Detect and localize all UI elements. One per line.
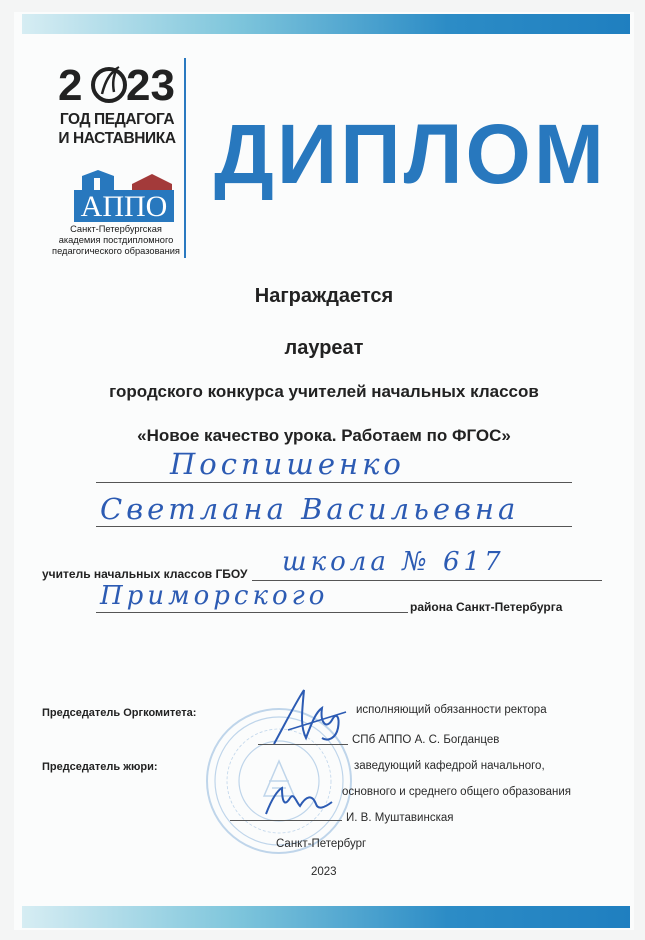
jury-role-line3: И. В. Муштавинская <box>346 812 454 824</box>
academy-line3: педагогического образования <box>52 246 180 256</box>
jury-role-line1: заведующий кафедрой начального, <box>354 760 545 772</box>
position-suffix: района Санкт-Петербурга <box>410 600 563 614</box>
appo-name: АППО <box>80 190 168 222</box>
year-of-teacher-title <box>56 110 178 148</box>
jury-chair-label: Председатель жюри: <box>42 761 158 773</box>
top-gradient-bar <box>22 14 630 34</box>
org-chair-label: Председатель Оргкомитета: <box>42 707 197 719</box>
contest-name: «Новое качество урока. Работаем по ФГОС» <box>137 426 511 445</box>
appo-logo-icon <box>74 170 174 222</box>
contest-text: городского конкурса учителей начальных классов <box>109 382 539 401</box>
laureate-text: лауреат <box>284 337 364 359</box>
issue-year: 2023 <box>311 866 337 878</box>
org-signature-icon <box>266 682 352 754</box>
logo-year-left: 2 <box>58 61 83 110</box>
jury-signature-line <box>230 820 342 821</box>
position-prefix: учитель начальных классов ГБОУ <box>42 567 248 581</box>
recipient-surname: Поспишенко <box>170 447 405 481</box>
bottom-gradient-bar <box>22 906 630 928</box>
city-name: Санкт-Петербург <box>276 838 367 850</box>
diploma-title: ДИПЛОМ <box>214 107 607 201</box>
district-underline <box>96 612 408 613</box>
name-underline <box>96 526 572 527</box>
org-role-line2: СПб АППО А. С. Богданцев <box>352 734 500 746</box>
logo-title-line1: ГОД ПЕДАГОГА <box>59 111 175 128</box>
logo-year-right: 23 <box>126 61 175 110</box>
academy-line2: академия постдипломного <box>58 235 174 245</box>
district-name: Приморского <box>100 581 329 611</box>
jury-role-line2: основного и среднего общего образования <box>342 786 571 798</box>
logo-divider <box>184 58 186 258</box>
school-name: школа № 617 <box>282 547 505 577</box>
logo-title-line2: И НАСТАВНИКА <box>58 130 176 147</box>
jury-signature-icon <box>262 784 338 820</box>
surname-underline <box>96 482 572 483</box>
org-role-line1: исполняющий обязанности ректора <box>356 704 547 716</box>
year-2023-logo-icon <box>56 58 176 110</box>
academy-name <box>48 224 184 257</box>
awarded-text: Награждается <box>254 285 394 307</box>
academy-line1: Санкт-Петербургская <box>70 224 162 234</box>
recipient-name: Светлана Васильевна <box>100 492 520 526</box>
